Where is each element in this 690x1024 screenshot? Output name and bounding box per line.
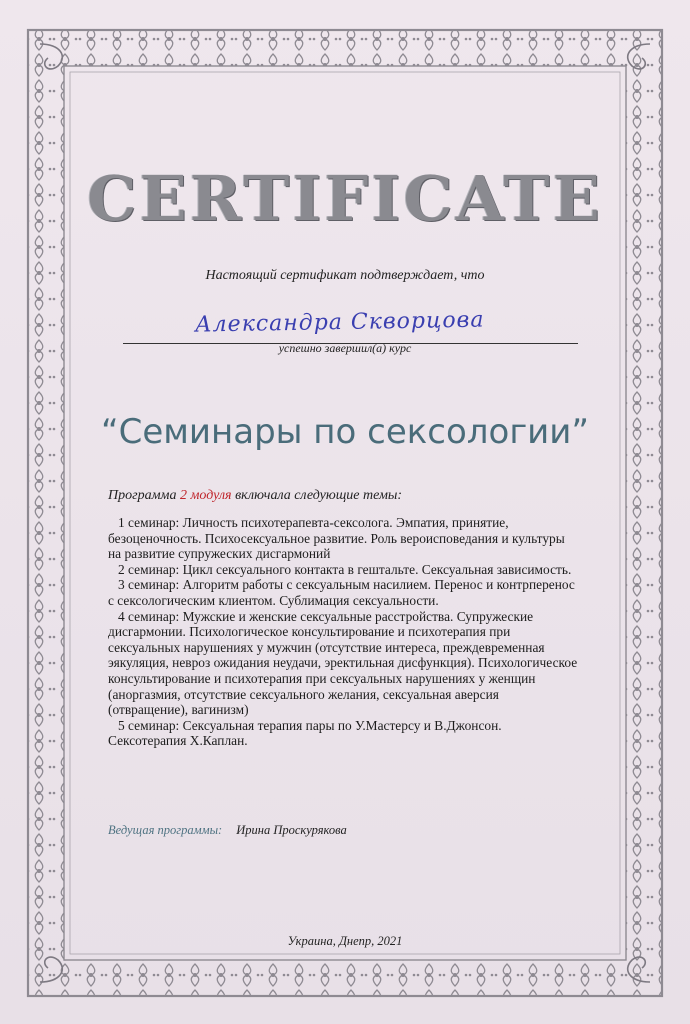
leader-name: Ирина Проскурякова xyxy=(236,823,347,837)
certificate-title: CERTIFICATE xyxy=(87,162,603,235)
list-item: 4 семинар: Мужские и женские сексуальные расстройства. Супружеские дисгармонии. Психологическое консультирование и психотерапия при сексуальных нарушениях у мужчин (отсутствие интереса, преждевременная эякуляция, невроз ожидания неудачи, эректильная дисфункция). Психологическое консультирование и психотерапия при сексуальных нарушениях у женщин (аноргазмия, отсутствие сексуального желания, сексуальная аверсия (отвращение), вагинизм) xyxy=(108,608,578,718)
place-date: Украина, Днепр, 2021 xyxy=(287,934,403,948)
list-item: 1 семинар: Личность психотерапевта-сексолога. Эмпатия, принятие, безоценочность. Психосексуальное развитие. Роль вероисповедания и культуры на развитие супружеских дисгармоний xyxy=(108,515,565,562)
program-suffix: включала следующие темы: xyxy=(231,488,403,503)
program-leader xyxy=(108,823,347,838)
course-title: “Семинары по сексологии” xyxy=(100,412,589,452)
program-prefix: Программа xyxy=(108,488,180,503)
program-intro xyxy=(108,488,402,504)
recipient-signature: Александра Скворцова xyxy=(194,307,485,338)
confirm-text: Настоящий сертификат подтверждает, что xyxy=(205,268,485,283)
list-item: 3 семинар: Алгоритм работы с сексуальным насилием. Перенос и контрперенос с сексологическим клиентом. Сублимация сексуальности. xyxy=(108,577,575,608)
list-item: 5 семинар: Сексуальная терапия пары по У.Мастерсу и В.Джонсон. Сексотерапия Х.Каплан. xyxy=(108,717,502,749)
leader-label: Ведущая программы: xyxy=(108,823,223,837)
module-number: 2 модуля xyxy=(179,488,232,503)
completed-text: успешно завершил(а) курс xyxy=(278,341,412,355)
list-item: 2 семинар: Цикл сексуального контакта в гештальте. Сексуальная зависимость. xyxy=(118,561,572,577)
topics-list xyxy=(108,515,578,749)
